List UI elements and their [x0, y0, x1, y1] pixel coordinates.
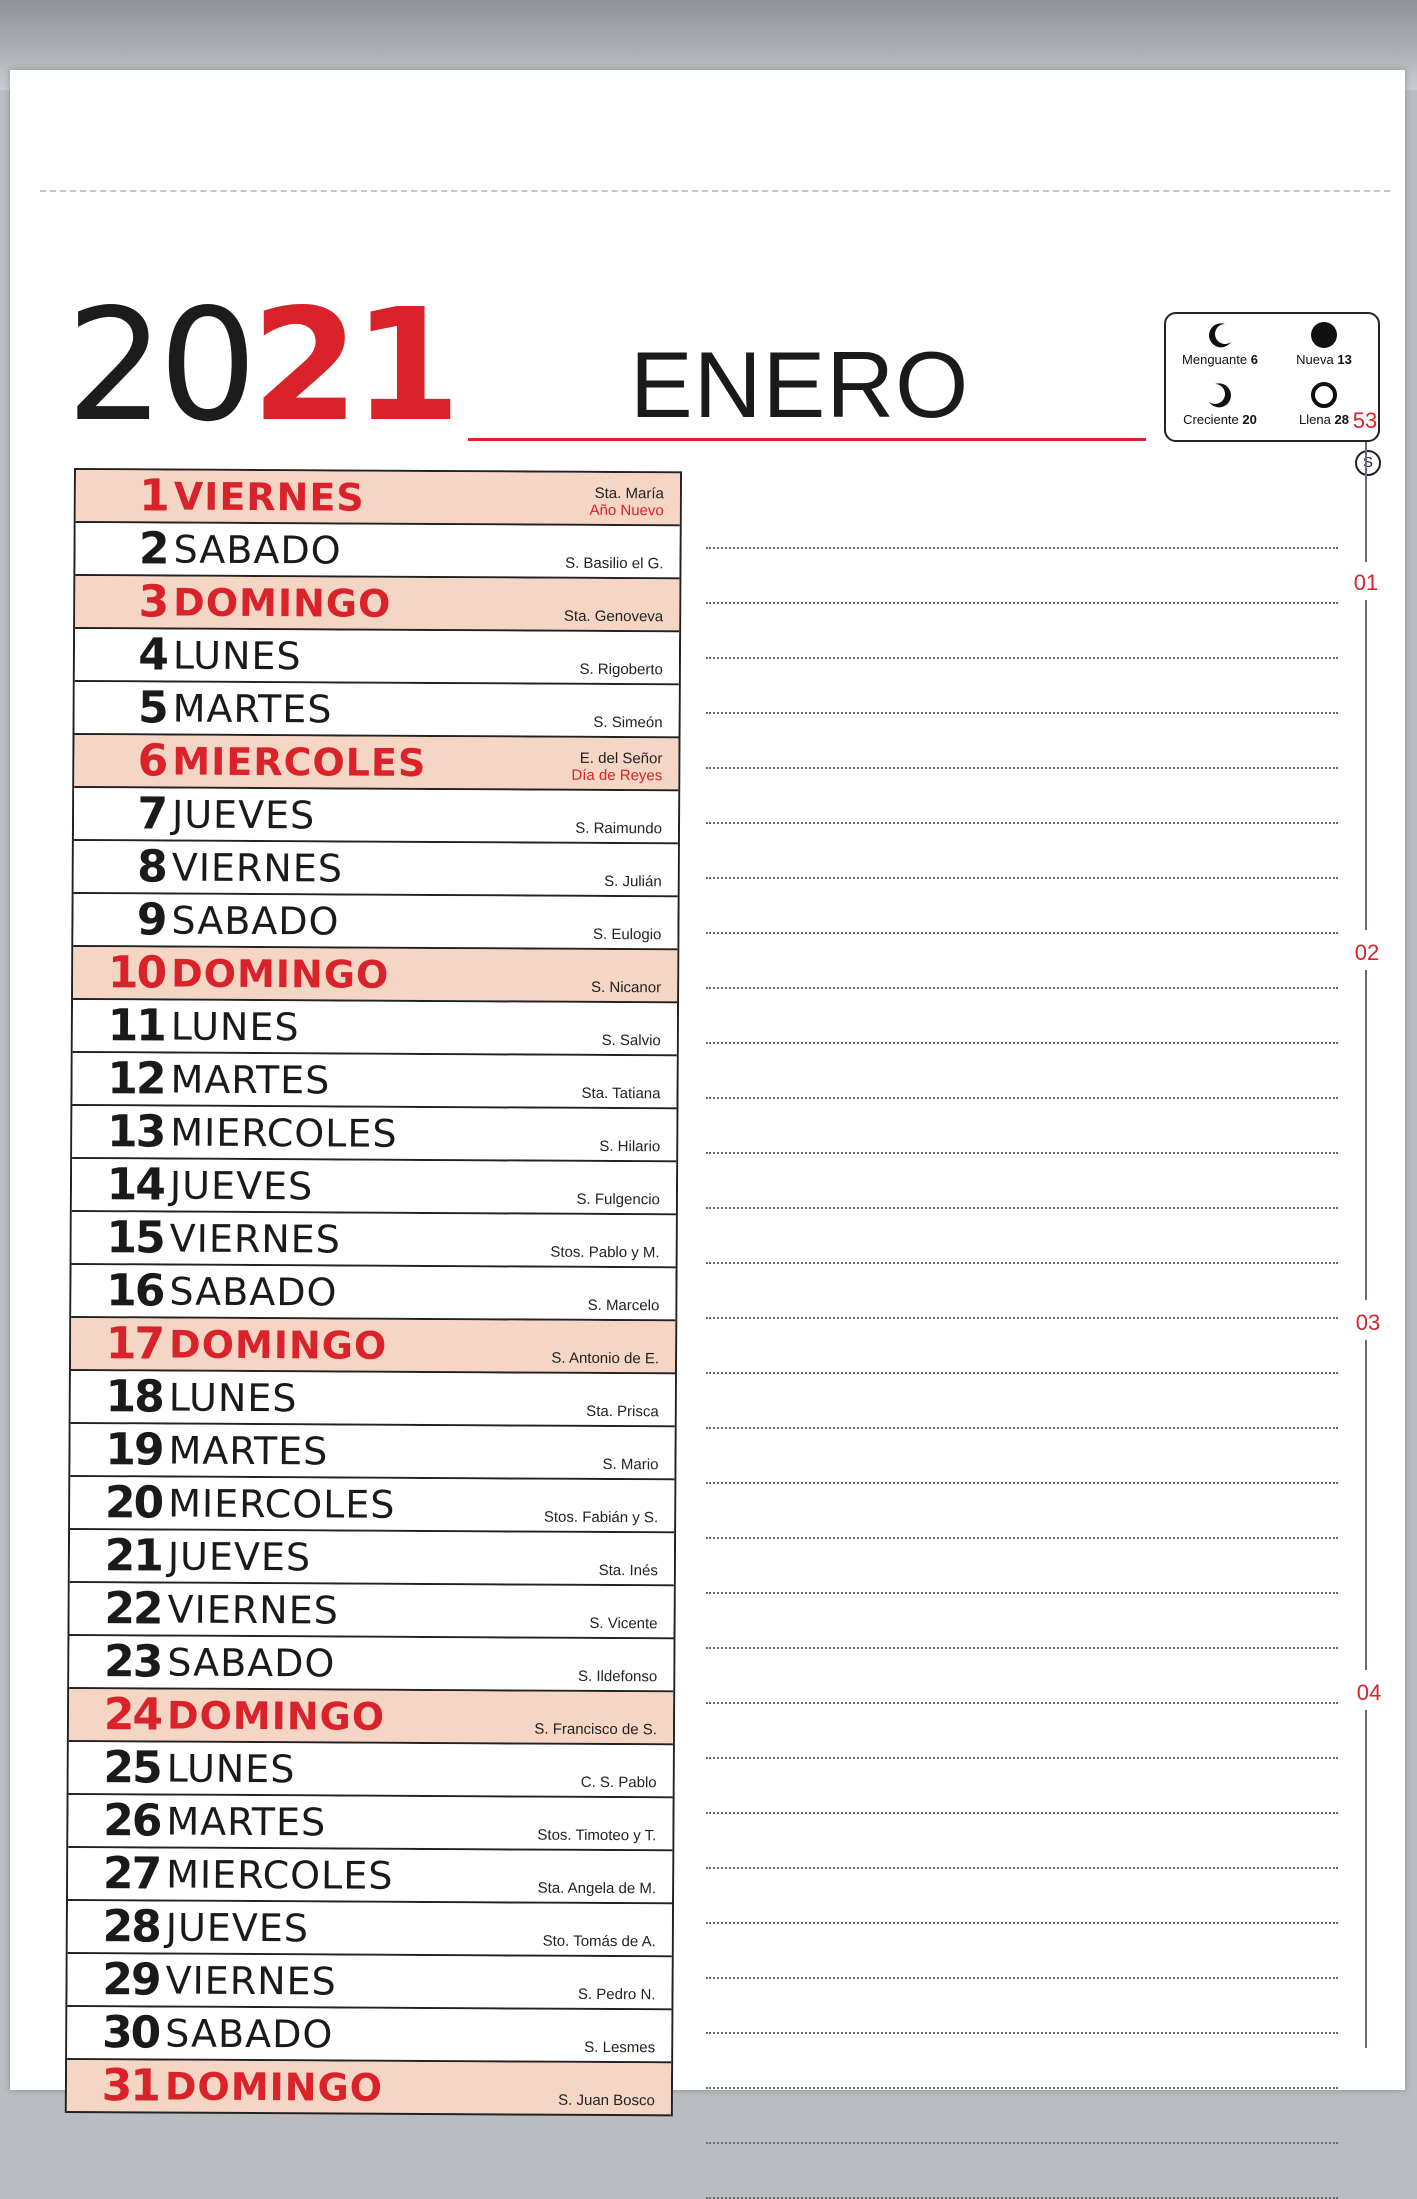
note-line [706, 714, 1338, 769]
saint-text: Stos. Fabián y S. [543, 1508, 659, 1527]
title-underline [468, 438, 1146, 441]
day-row [67, 2060, 671, 2116]
note-line [706, 1594, 1338, 1649]
weekday-name: DOMINGO [164, 2064, 384, 2110]
week-divider [1365, 600, 1367, 930]
saint-name [550, 1244, 659, 1262]
week-divider [1365, 970, 1367, 1300]
day-row [68, 1901, 672, 1957]
day-number: 24 [103, 1689, 162, 1741]
waxing-moon-icon [1205, 380, 1235, 410]
saint-text: S. Juan Bosco [558, 2091, 655, 2110]
weekday-name: MIERCOLES [170, 1110, 398, 1156]
day-number: 20 [104, 1477, 163, 1529]
day-number: 14 [106, 1159, 165, 1211]
note-line [706, 1649, 1338, 1704]
weekday-name: VIERNES [173, 474, 365, 520]
day-row [76, 470, 680, 526]
note-line [706, 604, 1338, 659]
saint-name [589, 1615, 657, 1632]
saint-text: E. del Señor [579, 749, 663, 768]
day-number: 19 [105, 1424, 163, 1476]
notes-area [706, 494, 1338, 2199]
saint-name [581, 1774, 657, 1791]
day-number: 2 [138, 523, 168, 575]
day-row [67, 1954, 671, 2010]
saint-name [588, 1297, 660, 1314]
day-row [68, 1795, 672, 1851]
perforation-line [40, 190, 1390, 192]
day-row [69, 1583, 673, 1639]
day-row [67, 2007, 671, 2063]
month-title: ENERO [630, 332, 970, 437]
note-line [706, 1484, 1338, 1539]
saint-text: S. Raimundo [575, 819, 663, 838]
saint-name [543, 1933, 656, 1951]
note-line [706, 1209, 1338, 1264]
moon-nueva [1274, 320, 1374, 378]
weekday-name: SABADO [171, 898, 340, 944]
week-number: 53 [1352, 408, 1378, 433]
festivity-label: Año Nuevo [589, 501, 664, 520]
day-number: 25 [103, 1742, 161, 1794]
note-line [706, 1979, 1338, 2034]
saint-text: Sto. Tomás de A. [542, 1932, 656, 1951]
saint-name [602, 1032, 661, 1049]
day-row [71, 1318, 675, 1374]
festivity-label: Día de Reyes [571, 766, 663, 785]
saint-name [599, 1138, 660, 1155]
saint-text: Sta. Tatiana [581, 1084, 661, 1103]
week-number: 03 [1355, 1310, 1381, 1335]
week-number: 04 [1356, 1680, 1382, 1705]
day-row [72, 1053, 676, 1109]
saint-text: S. Fulgencio [576, 1190, 660, 1209]
moon-creciente-label: Creciente [1183, 412, 1239, 427]
day-list [65, 468, 682, 2116]
note-line [706, 1264, 1338, 1319]
day-row [69, 1689, 673, 1745]
weekday-name: SABADO [173, 527, 342, 573]
day-row [74, 788, 678, 844]
saint-text: S. Pedro N. [577, 1985, 656, 2004]
saint-name [603, 1456, 659, 1473]
day-row [75, 682, 679, 738]
week-divider [1365, 1340, 1367, 1670]
saint-text: S. Salvio [601, 1031, 661, 1050]
day-number: 3 [138, 576, 168, 628]
note-line [706, 1704, 1338, 1759]
day-row [72, 1159, 676, 1215]
calendar-page [10, 70, 1405, 2112]
note-line [706, 1319, 1338, 1374]
day-number: 23 [103, 1636, 162, 1688]
note-line [706, 494, 1338, 549]
weekday-name: JUEVES [167, 1534, 312, 1580]
day-row [75, 629, 679, 685]
weekday-name: LUNES [168, 1375, 298, 1421]
saint-text: S. Rigoberto [579, 660, 663, 679]
day-number: 26 [103, 1795, 161, 1847]
day-row [70, 1424, 674, 1480]
saint-text: S. Eulogio [592, 925, 662, 944]
week-number: 01 [1353, 570, 1379, 595]
weekday-name: DOMINGO [171, 951, 390, 997]
day-number: 22 [104, 1583, 162, 1635]
saint-name [534, 1721, 657, 1739]
note-line [706, 2034, 1338, 2089]
saint-name [582, 1085, 661, 1102]
note-line [706, 1814, 1338, 1869]
week-symbol: S [1355, 450, 1381, 476]
saint-text: S. Mario [602, 1455, 659, 1474]
saint-name [604, 873, 662, 890]
day-row [71, 1265, 675, 1321]
saint-name [576, 1191, 659, 1208]
saint-name [544, 1509, 658, 1527]
saint-text: S. Julián [604, 872, 662, 891]
saint-text: S. Marcelo [587, 1296, 660, 1315]
note-line [706, 1869, 1338, 1924]
day-row [75, 576, 679, 632]
weekday-name: SABADO [167, 1640, 336, 1686]
saint-name [571, 750, 662, 785]
saint-text: S. Lesmes [584, 2038, 656, 2057]
weekday-name: MARTES [166, 1799, 327, 1845]
note-line [706, 2144, 1338, 2199]
day-row [73, 947, 677, 1003]
weekday-name: JUEVES [169, 1163, 314, 1209]
day-number: 16 [106, 1265, 164, 1317]
note-line [706, 1044, 1338, 1099]
saint-name [593, 714, 662, 731]
moon-nueva-label: Nueva [1296, 352, 1334, 367]
day-number: 5 [137, 682, 167, 734]
week-divider [1365, 1710, 1367, 2048]
year-prefix: 20 [66, 275, 252, 456]
saint-name [599, 1562, 658, 1579]
week-divider [1365, 442, 1367, 562]
note-line [706, 769, 1338, 824]
year-title [66, 275, 455, 456]
saint-text: Stos. Pablo y M. [550, 1243, 660, 1262]
day-number: 18 [105, 1371, 163, 1423]
weekday-name: VIERNES [169, 1216, 341, 1262]
day-number: 12 [107, 1053, 165, 1105]
note-line [706, 824, 1338, 879]
saint-name [538, 1880, 657, 1898]
saint-text: S. Antonio de E. [551, 1349, 660, 1368]
day-number: 21 [104, 1530, 163, 1582]
weekday-name: MARTES [170, 1057, 331, 1103]
weekday-name: LUNES [170, 1004, 300, 1050]
weekday-name: SABADO [165, 2011, 334, 2057]
note-line [706, 879, 1338, 934]
saint-text: Stos. Timoteo y T. [537, 1826, 657, 1845]
day-number: 1 [139, 470, 168, 522]
saint-text: S. Basilio el G. [565, 554, 664, 573]
day-row [74, 841, 678, 897]
day-row [70, 1477, 674, 1533]
waning-moon-icon [1205, 320, 1235, 350]
note-line [706, 1759, 1338, 1814]
saint-text: S. Hilario [599, 1137, 661, 1156]
weekday-name: VIERNES [165, 1958, 337, 2004]
weekday-name: LUNES [172, 633, 302, 679]
year-suffix: 21 [251, 275, 455, 456]
weekday-name: VIERNES [167, 1587, 339, 1633]
weekday-name: MARTES [172, 686, 333, 732]
weekday-name: LUNES [166, 1746, 296, 1792]
day-row [71, 1371, 675, 1427]
day-row [70, 1530, 674, 1586]
note-line [706, 1539, 1338, 1594]
saint-name [579, 661, 662, 678]
day-row [69, 1636, 673, 1692]
day-number: 6 [137, 735, 167, 787]
day-row [73, 894, 677, 950]
full-moon-icon [1309, 380, 1339, 410]
note-line [706, 1154, 1338, 1209]
saint-text: Sta. Angela de M. [537, 1879, 657, 1898]
saint-text: S. Ildefonso [577, 1667, 658, 1686]
saint-text: Sta. Inés [598, 1561, 658, 1580]
saint-text: Sta. María [594, 484, 664, 503]
note-line [706, 1099, 1338, 1154]
moon-menguante-day: 6 [1250, 352, 1258, 367]
moon-menguante [1170, 320, 1270, 378]
note-line [706, 2089, 1338, 2144]
saint-name [537, 1827, 656, 1845]
weekday-name: MIERCOLES [168, 1481, 396, 1527]
day-number: 13 [106, 1106, 165, 1158]
weekday-name: MARTES [168, 1428, 329, 1474]
saint-name [564, 608, 663, 626]
saint-text: S. Nicanor [591, 978, 662, 997]
day-row [69, 1742, 673, 1798]
day-number: 10 [107, 947, 166, 999]
saint-name [584, 2039, 655, 2056]
new-moon-icon [1309, 320, 1339, 350]
day-number: 9 [136, 894, 166, 946]
day-number: 15 [106, 1212, 164, 1264]
day-row [72, 1106, 676, 1162]
day-number: 29 [102, 1954, 160, 2006]
saint-text: S. Francisco de S. [534, 1720, 658, 1739]
saint-text: C. S. Pablo [580, 1773, 657, 1792]
note-line [706, 1374, 1338, 1429]
weekday-name: DOMINGO [166, 1693, 386, 1739]
moon-creciente-day: 20 [1242, 412, 1257, 427]
saint-name [586, 1403, 659, 1420]
weekday-name: MIERCOLES [166, 1852, 394, 1898]
moon-llena-label: Llena [1299, 412, 1331, 427]
week-number: 02 [1354, 940, 1380, 965]
saint-name [593, 926, 661, 943]
note-line [706, 549, 1338, 604]
note-line [706, 1429, 1338, 1484]
saint-text: S. Vicente [589, 1614, 658, 1633]
day-number: 11 [107, 1000, 166, 1052]
note-line [706, 989, 1338, 1044]
day-number: 30 [101, 2007, 160, 2059]
note-line [706, 659, 1338, 714]
moon-creciente [1170, 380, 1270, 438]
day-row [74, 735, 678, 791]
saint-name [551, 1350, 659, 1368]
weekday-name: DOMINGO [173, 580, 392, 626]
day-row [72, 1212, 676, 1268]
saint-text: Sta. Prisca [586, 1402, 659, 1421]
moon-llena-day: 28 [1334, 412, 1349, 427]
saint-name [590, 485, 664, 519]
day-number: 17 [105, 1318, 164, 1370]
saint-name [575, 820, 662, 837]
saint-name [578, 1986, 656, 2003]
moon-nueva-day: 13 [1337, 352, 1352, 367]
day-row [75, 523, 679, 579]
day-number: 28 [102, 1901, 160, 1953]
day-row [68, 1848, 672, 1904]
day-number: 31 [101, 2060, 160, 2112]
weekday-name: JUEVES [171, 792, 316, 838]
day-number: 8 [137, 841, 166, 893]
day-number: 7 [137, 788, 167, 840]
weekday-name: DOMINGO [168, 1322, 388, 1368]
note-line [706, 1924, 1338, 1979]
day-row [73, 1000, 677, 1056]
weekday-name: SABADO [169, 1269, 338, 1315]
saint-name [565, 555, 663, 573]
weekday-name: MIERCOLES [172, 739, 427, 785]
day-number: 4 [138, 629, 168, 681]
weekday-name: JUEVES [165, 1905, 310, 1951]
weekday-name: VIERNES [171, 845, 344, 891]
saint-text: Sta. Genoveva [563, 607, 664, 626]
day-number: 27 [102, 1848, 161, 1900]
note-line [706, 934, 1338, 989]
saint-name [591, 979, 661, 996]
saint-text: S. Simeón [593, 713, 663, 732]
saint-name [578, 1668, 657, 1685]
moon-menguante-label: Menguante [1182, 352, 1248, 367]
saint-name [558, 2092, 655, 2110]
